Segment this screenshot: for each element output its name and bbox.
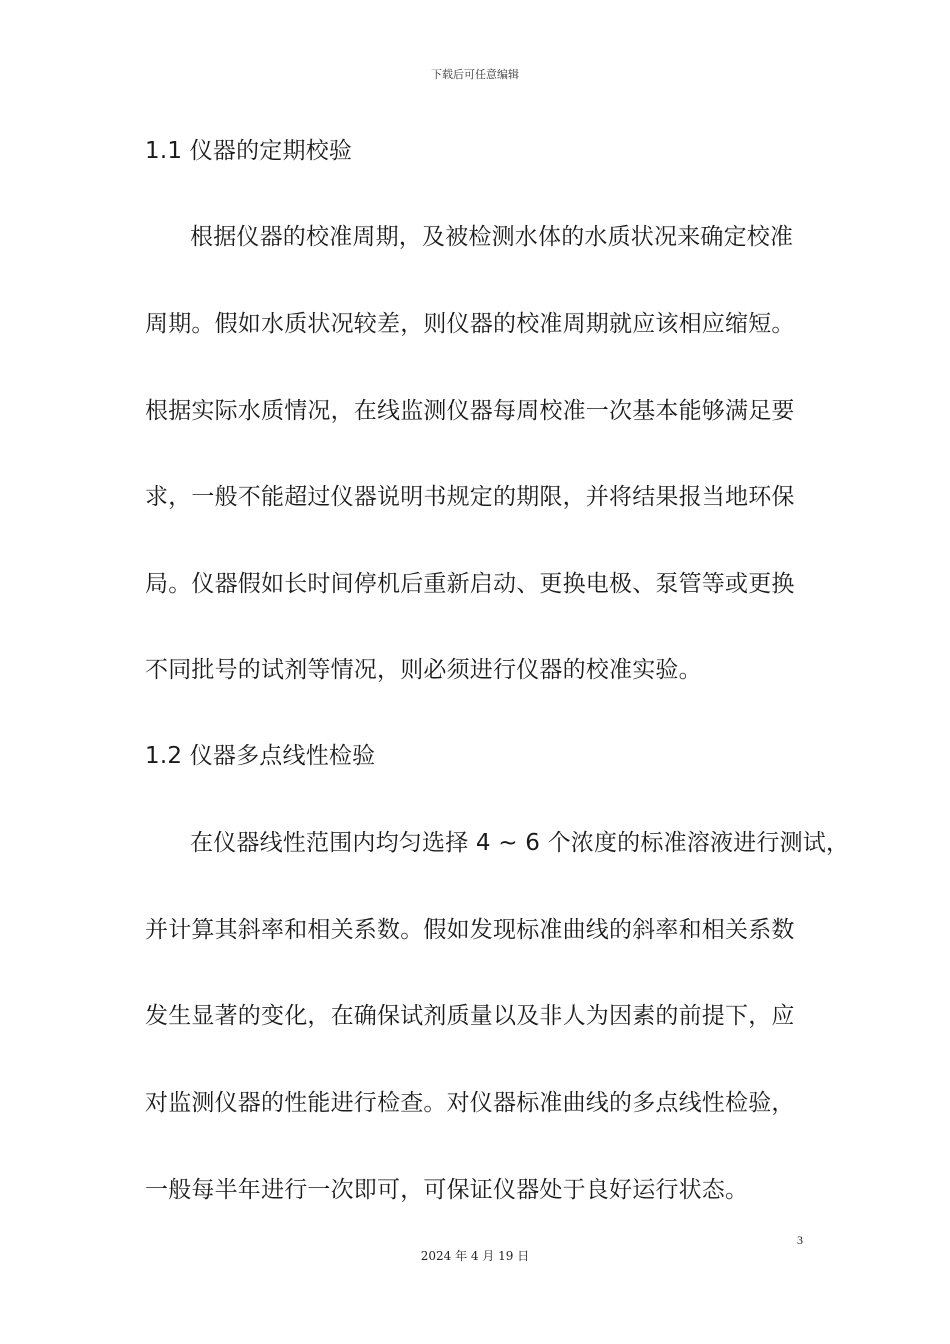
paragraph-line: 在仪器线性范围内均匀选择 4 ~ 6 个浓度的标准溶液进行测试， [190, 830, 850, 856]
paragraph-line: 不同批号的试剂等情况，则必须进行仪器的校准实验。 [145, 657, 702, 683]
paragraph-line: 周期。假如水质状况较差，则仪器的校准周期就应该相应缩短。 [145, 311, 795, 337]
section-heading-1-1: 1.1 仪器的定期校验 [145, 138, 353, 164]
page-number: 3 [797, 1233, 803, 1247]
paragraph-line: 求，一般不能超过仪器说明书规定的期限，并将结果报当地环保 [145, 484, 795, 510]
paragraph-line: 一般每半年进行一次即可，可保证仪器处于良好运行状态。 [145, 1177, 749, 1203]
paragraph-line: 对监测仪器的性能进行检查。对仪器标准曲线的多点线性检验， [145, 1090, 795, 1116]
section-heading-1-2: 1.2 仪器多点线性检验 [145, 743, 376, 769]
paragraph-line: 局。仪器假如长时间停机后重新启动、更换电极、泵管等或更换 [145, 571, 795, 597]
paragraph-line: 根据仪器的校准周期，及被检测水体的水质状况来确定校准 [190, 224, 794, 250]
paragraph-line: 并计算其斜率和相关系数。假如发现标准曲线的斜率和相关系数 [145, 917, 795, 943]
paragraph-line: 根据实际水质情况，在线监测仪器每周校准一次基本能够满足要 [145, 398, 795, 424]
paragraph-line: 发生显著的变化，在确保试剂质量以及非人为因素的前提下，应 [145, 1003, 795, 1029]
footer-date: 2024 年 4 月 19 日 [420, 1249, 530, 1263]
page-header: 下载后可任意编辑 [431, 68, 519, 81]
